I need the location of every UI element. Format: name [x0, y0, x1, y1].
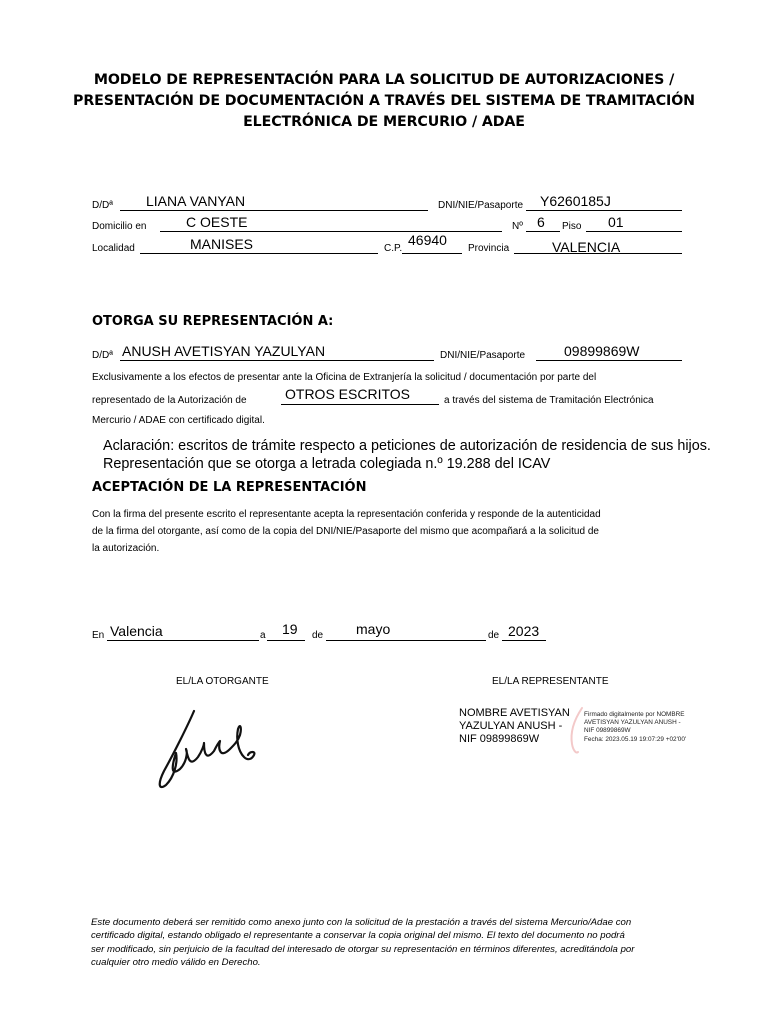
representation-text-post: a través del sistema de Tramitación Electrónica — [444, 395, 654, 406]
address-field[interactable]: C OESTE — [186, 214, 248, 230]
floor-field[interactable]: 01 — [608, 214, 624, 230]
digital-detail-line-2: AVETISYAN YAZULYAN ANUSH - — [584, 719, 681, 727]
grantor-id-label: DNI/NIE/Pasaporte — [438, 200, 524, 211]
representation-heading: OTORGA SU REPRESENTACIÓN A: — [92, 314, 334, 329]
number-label: Nº — [512, 221, 523, 232]
locality-field[interactable]: MANISES — [190, 236, 254, 252]
handwritten-signature-icon — [150, 705, 280, 795]
digital-name-line-2: YAZULYAN ANUSH - — [459, 720, 563, 732]
authorization-line — [281, 404, 439, 405]
representative-name-label: D/Dª — [92, 350, 113, 361]
representation-text-line-3: Mercurio / ADAE con certificado digital. — [92, 415, 265, 426]
acceptance-line-2: de la firma del otorgante, así como de la copia del DNI/NIE/Pasaporte del mismo que acompañará a la solicitud de — [92, 526, 599, 537]
representative-name-field[interactable]: ANUSH AVETISYAN YAZULYAN — [122, 343, 326, 359]
number-field[interactable]: 6 — [537, 214, 545, 230]
postal-label: C.P. — [384, 243, 403, 254]
digital-detail-line-1: Firmado digitalmente por NOMBRE — [584, 711, 685, 718]
grantor-name-field[interactable]: LIANA VANYAN — [146, 193, 246, 209]
day-field[interactable]: 19 — [282, 621, 298, 637]
floor-line — [586, 231, 682, 232]
authorization-field[interactable]: OTROS ESCRITOS — [285, 386, 410, 402]
grantor-signature-label: EL/LA OTORGANTE — [176, 676, 269, 687]
document-title — [60, 70, 708, 133]
year-field[interactable]: 2023 — [508, 623, 540, 639]
representative-id-label: DNI/NIE/Pasaporte — [440, 350, 526, 361]
title-line-1: MODELO DE REPRESENTACIÓN PARA LA SOLICITUD DE AUTORIZACIONES / — [93, 72, 675, 88]
date-de2-label: de — [488, 630, 500, 641]
representation-text-line-2 — [92, 388, 692, 408]
locality-label: Localidad — [92, 243, 135, 254]
footer-line-3: ser modificado, sin perjuicio de la facultad del interesado de otorgar su representación en términos diferentes, acreditándola por — [91, 943, 635, 955]
date-a-label: a — [260, 630, 266, 641]
footer-line-4: cualquier otro medio válido en Derecho. — [91, 957, 261, 969]
date-in-label: En — [92, 630, 105, 641]
representative-id-field[interactable]: 09899869W — [564, 343, 640, 359]
grantor-locality-row — [92, 233, 692, 255]
month-field[interactable]: mayo — [356, 621, 391, 637]
clarification-text — [103, 437, 711, 473]
representative-signature-label: EL/LA REPRESENTANTE — [492, 676, 609, 687]
digital-signature-detail — [584, 711, 686, 744]
province-label: Provincia — [468, 243, 510, 254]
number-line — [526, 231, 560, 232]
date-row — [92, 620, 552, 642]
title-line-3: ELECTRÓNICA DE MERCURIO / ADAE — [243, 114, 525, 130]
footer-line-1: Este documento deberá ser remitido como anexo junto con la solicitud de la prestación a través del sistema Mercurio/Adae con — [91, 917, 632, 928]
representative-name-line — [120, 360, 434, 361]
month-line — [326, 640, 486, 641]
floor-label: Piso — [562, 221, 582, 232]
clarification-line-1: Aclaración: escritos de trámite respecto a peticiones de autorización de residencia de sus hijos. — [103, 438, 711, 454]
representation-text-pre: representado de la Autorización de — [92, 395, 247, 406]
year-line — [502, 640, 546, 641]
postal-field[interactable]: 46940 — [408, 232, 447, 248]
address-line — [160, 231, 502, 232]
footer-line-2: certificado digital, estando obligado el representante a conservar la copia original del mismo. El texto del documento no podrá — [91, 930, 625, 942]
grantor-name-row — [92, 190, 692, 212]
acceptance-text — [92, 506, 702, 557]
digital-name-line-1: NOMBRE AVETISYAN — [459, 707, 570, 719]
representative-id-line — [536, 360, 682, 361]
digital-detail-line-4: Fecha: 2023.05.19 19:07:29 +02'00' — [584, 735, 687, 743]
acceptance-line-1: Con la firma del presente escrito el representante acepta la representación conferida y responde de la autenticidad — [92, 509, 601, 520]
acceptance-line-3: la autorización. — [92, 543, 160, 554]
acceptance-heading: ACEPTACIÓN DE LA REPRESENTACIÓN — [92, 480, 367, 495]
digital-signature-name — [459, 707, 570, 746]
footer-note — [91, 916, 707, 970]
date-de1-label: de — [312, 630, 324, 641]
grantor-id-field[interactable]: Y6260185J — [540, 193, 611, 209]
place-line — [107, 640, 259, 641]
representation-text — [92, 368, 692, 431]
title-line-2: PRESENTACIÓN DE DOCUMENTACIÓN A TRAVÉS DEL SISTEMA DE TRAMITACIÓN — [73, 93, 695, 109]
grantor-name-label: D/Dª — [92, 200, 113, 211]
day-line — [267, 640, 305, 641]
grantor-address-row — [92, 211, 692, 233]
representative-name-row — [92, 340, 692, 362]
address-label: Domicilio en — [92, 221, 147, 232]
clarification-line-2: Representación que se otorga a letrada colegiada n.º 19.288 del ICAV — [103, 456, 551, 472]
locality-line — [140, 253, 378, 254]
place-field[interactable]: Valencia — [110, 623, 163, 639]
province-field[interactable]: VALENCIA — [552, 239, 621, 255]
representation-text-line-1: Exclusivamente a los efectos de presentar ante la Oficina de Extranjería la solicitud / documentación por parte del — [92, 372, 597, 383]
digital-name-line-3: NIF 09899869W — [459, 733, 540, 745]
postal-line — [402, 253, 462, 254]
digital-detail-line-3: NIF 09899869W — [584, 727, 631, 735]
